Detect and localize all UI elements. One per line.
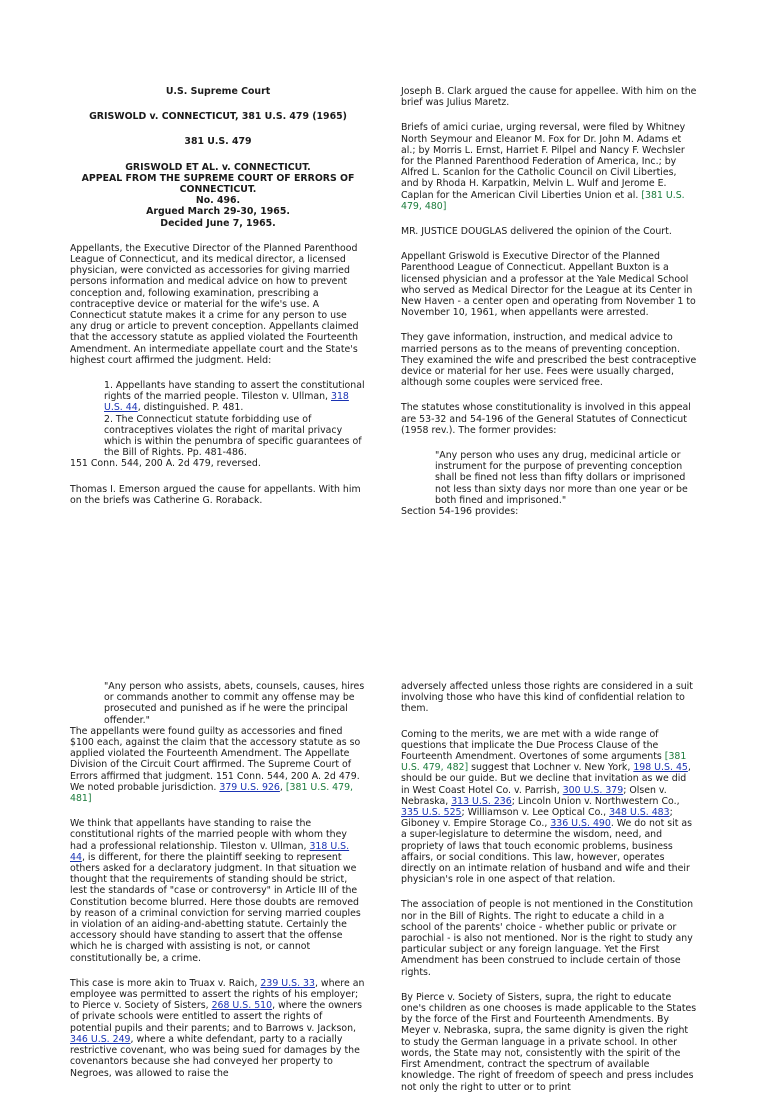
standing-text: We think that appellants have standing to raise the constitutional rights of the married people with whom they had a professional relationship. Tileston v. Ullman, bbox=[70, 818, 347, 852]
conviction-paragraph: The appellants were found guilty as accessories and fined $100 each, against the claim that the accessory statute as so applied violated the Fourteenth Amendment. The Appellate Division of the Circuit Court affirmed. The Supreme Court of Errors affirmed that judgment. 151 Conn. 544, 200 A. 2d 479. We noted probable jurisdiction. 379 U.S. 926, [381 U.S. 479, 481] bbox=[70, 725, 361, 805]
page-cite: [381 U.S. 479, 482] bbox=[401, 751, 687, 774]
case-link[interactable]: 268 U.S. 510 bbox=[211, 1000, 273, 1012]
top-left-column bbox=[70, 86, 366, 518]
caption-appeal: APPEAL FROM THE SUPREME COURT OF ERRORS OF CONNECTICUT. bbox=[81, 172, 355, 196]
merits-text-2: suggest that Lochner v. New York, bbox=[468, 762, 634, 774]
facts-paragraph: Appellant Griswold is Executive Director of the Planned Parenthood League of Connecticut. Appellant Buxton is a licensed physician and a professor at the Yale Medical School who served as Medical Director for the League at its Center in New Haven - a center open and operating from November 1 to November 10, 1961, when appellants were arrested. bbox=[401, 251, 696, 319]
merits-text-5: ; Lincoln Union v. Northwestern Co., bbox=[511, 795, 680, 807]
reporter-cite: 381 U.S. 479 bbox=[184, 136, 252, 148]
merits-text-6: ; Williamson v. Lee Optical Co., bbox=[461, 807, 610, 819]
merits-text: Coming to the merits, we are met with a wide range of questions that implicate the Due Process Clause of the Fourteenth Amendment. Overtones of some arguments bbox=[401, 728, 665, 763]
akin-text: This case is more akin to Truax v. Raich, bbox=[70, 977, 261, 989]
merits-text-8: . We do not sit as a super-legislature to determine the wisdom, need, and propriety of laws that touch economic problems, business affairs, or social conditions. This law, however, operates directly on an intimate relation of husband and wife and their physician's role in one aspect of that relation. bbox=[401, 818, 693, 886]
case-link[interactable]: 318 U.S. 44 bbox=[70, 840, 350, 863]
case-link[interactable]: 336 U.S. 490 bbox=[550, 818, 611, 830]
holding-1-text: 1. Appellants have standing to assert the constitutional rights of the married people. Tileston v. Ullman, bbox=[104, 380, 365, 403]
page-cite: [381 U.S. 479, 480] bbox=[401, 189, 685, 212]
akin-text-3: , where the owners of private schools were entitled to assert the rights of potential pupils and their parents; and to Barrows v. Jackson, bbox=[70, 1000, 363, 1034]
case-link[interactable]: 239 U.S. 33 bbox=[260, 977, 315, 989]
holding-1-tail: , distinguished. P. 481. bbox=[137, 402, 244, 414]
bottom-left-column bbox=[70, 681, 366, 1091]
caption-decided: Decided June 7, 1965. bbox=[160, 217, 276, 229]
association-paragraph: The association of people is not mentioned in the Constitution nor in the Bill of Rights. The right to educate a child in a school of the parents' choice - whether public or private or parochial - is also not mentioned. Nor is the right to study any particular subject or any foreign language. Yet the First Amendment has been construed to include certain of those rights. bbox=[401, 899, 694, 978]
section-line: Section 54-196 provides: bbox=[401, 506, 519, 518]
pierce-paragraph: By Pierce v. Society of Sisters, supra, the right to educate one's children as one chooses is made applicable to the States by the force of the First and Fourteenth Amendments. By Meyer v. Nebraska, supra, the same dignity is given the right to study the German language in a private school. In other words, the State may not, consistently with the spirit of the First Amendment, contract the spectrum of available knowledge. The right of freedom of speech and press includes not only the right to utter or to print bbox=[401, 991, 697, 1093]
merits-text-3: , should be our guide. But we decline that invitation as we did in West Coast Hotel Co. v. Parrish, bbox=[401, 762, 691, 796]
case-link[interactable]: 313 U.S. 236 bbox=[451, 795, 512, 807]
appellee-counsel: Joseph B. Clark argued the cause for appellee. With him on the brief was Julius Maretz. bbox=[401, 86, 697, 109]
opinion-author: MR. JUSTICE DOUGLAS delivered the opinion of the Court. bbox=[401, 226, 672, 238]
akin-paragraph bbox=[70, 978, 366, 1079]
case-link[interactable]: 198 U.S. 45 bbox=[633, 762, 688, 774]
statute-quote: "Any person who uses any drug, medicinal article or instrument for the purpose of preventing conception shall be fined not less than fifty dollars or imprisoned not less than sixty days nor more than one year or be both fined and imprisoned." bbox=[435, 450, 688, 506]
holding-2: 2. The Connecticut statute forbidding use of contraceptives violates the right of marital privacy which is within the penumbra of specific guarantees of the Bill of Rights. Pp. 481-486. bbox=[104, 413, 362, 459]
accessory-quote: "Any person who assists, abets, counsels, causes, hires or commands another to commit any offense may be prosecuted and punished as if he were the principal offender." bbox=[104, 681, 365, 726]
amici-text: Briefs of amici curiae, urging reversal, were filed by Whitney North Seymour and Eleanor M. Fox for Dr. John M. Adams et al.; by Morris L. Ernst, Harriet F. Pilpel and Nancy F. Wechsler for the Planned Parenthood Federation of America, Inc.; by Alfred L. Scanlon for the Catholic Council on Civil Liberties, and by Rhoda H. Karpatkin, Melvin L. Wulf and Jerome E. Caplan for the American Civil Liberties Union et al. bbox=[401, 122, 686, 201]
case-link[interactable]: 318 U.S. 44 bbox=[104, 391, 349, 414]
case-heading bbox=[70, 86, 366, 229]
standing-paragraph bbox=[70, 818, 366, 964]
court-name: U.S. Supreme Court bbox=[165, 86, 271, 97]
holding-1 bbox=[70, 380, 366, 414]
merits-text-4: ; Olsen v. Nebraska, bbox=[401, 784, 667, 807]
syllabus: Appellants, the Executive Director of the Planned Parenthood League of Connecticut, and its medical director, a licensed physician, were convicted as accessories for giving married persons information and medical advice on how to prevent conception and, following examination, prescribing a contraceptive device or material for the wife's use. A Connecticut statute makes it a crime for any person to use any drug or article to prevent conception. Appellants claimed that the accessory statute as applied violated the Fourteenth Amendment. An intermediate appellate court and the State's highest court affirmed the judgment. Held: bbox=[70, 242, 359, 366]
conviction-text: The appellants were found guilty as accessories and fined $100 each, against the claim that the accessory statute as so applied violated the Fourteenth Amendment. The Appellate Division of the Circuit Court affirmed. The Supreme Court of Errors affirmed that judgment. 151 Conn. 544, 200 A. 2d 479. We noted probable jurisdiction. bbox=[70, 725, 361, 793]
akin-text-4: , where a white defendant, party to a racially restrictive covenant, who was being sued for damages by the covenantors because she had conveyed her property to Negroes, was allowed to raise the bbox=[70, 1033, 360, 1079]
page-cite: [381 U.S. 479, 481] bbox=[70, 781, 354, 805]
merits-paragraph bbox=[401, 729, 697, 886]
case-caption bbox=[70, 162, 366, 229]
top-right-column bbox=[401, 86, 697, 517]
case-link[interactable]: 300 U.S. 379 bbox=[562, 784, 624, 796]
akin-text-2: , where an employee was permitted to assert the rights of his employer; to Pierce v. Society of Sisters, bbox=[70, 977, 365, 1012]
reversed-line: 151 Conn. 544, 200 A. 2d 479, reversed. bbox=[70, 458, 261, 470]
case-link[interactable]: 346 U.S. 249 bbox=[70, 1033, 131, 1045]
case-link[interactable]: 348 U.S. 483 bbox=[609, 807, 670, 819]
case-link[interactable]: 379 U.S. 926 bbox=[219, 781, 280, 793]
case-title: GRISWOLD v. CONNECTICUT, 381 U.S. 479 (1965) bbox=[89, 111, 347, 123]
case-link[interactable]: 335 U.S. 525 bbox=[401, 807, 462, 819]
bottom-right-column bbox=[401, 681, 697, 1105]
standing-tail: , is different, for there the plaintiff seeking to represent others asked for a declaratory judgment. In that situation we thought that the requirements of standing should be strict, lest the standards of "case or controversy" in Article III of the Constitution become blurred. Here those doubts are removed by reason of a criminal conviction for serving married couples in violation of an aiding-and-abetting statute. Certainly the accessory should have standing to assert that the offense which he is charged with assisting is not, or cannot constitutionally be, a crime. bbox=[70, 851, 361, 964]
caption-argued: Argued March 29-30, 1965. bbox=[146, 206, 290, 218]
appellant-counsel: Thomas I. Emerson argued the cause for appellants. With him on the briefs was Catherine G. Roraback. bbox=[70, 483, 361, 506]
confidential-paragraph: adversely affected unless those rights are considered in a suit involving those who have this kind of confidential relation to them. bbox=[401, 681, 693, 715]
merits-text-7: ; Giboney v. Empire Storage Co., bbox=[401, 807, 673, 830]
caption-parties: GRISWOLD ET AL. v. CONNECTICUT. bbox=[125, 161, 311, 173]
amici-briefs bbox=[401, 122, 697, 212]
info-paragraph: They gave information, instruction, and medical advice to married persons as to the means of preventing conception. They examined the wife and prescribed the best contraceptive device or material for her use. Fees were usually charged, although some couples were serviced free. bbox=[401, 332, 697, 389]
statutes-paragraph: The statutes whose constitutionality is involved in this appeal are 53-32 and 54-196 of the General Statutes of Connecticut (1958 rev.). The former provides: bbox=[401, 402, 691, 436]
caption-docket: No. 496. bbox=[195, 195, 241, 207]
